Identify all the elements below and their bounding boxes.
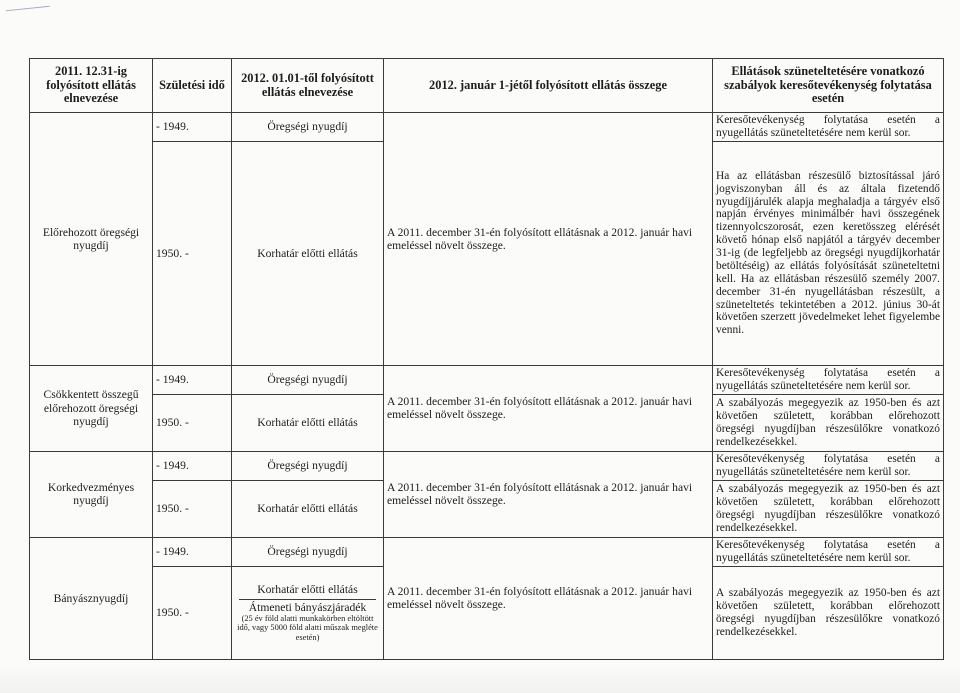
benefit-name: Korkedvezményes nyugdíj: [30, 451, 153, 537]
miner-annuity-title: Átmeneti bányászjáradék: [248, 600, 367, 614]
header-birth-year: Születési idő: [153, 59, 232, 113]
header-amount: 2012. január 1-jétől folyósított ellátás összege: [384, 59, 713, 113]
birth-year-from-1950: 1950. -: [153, 566, 232, 659]
new-benefit-name: Korhatár előtti ellátás: [232, 480, 384, 537]
amount-text: A 2011. december 31-én folyósított ellátásnak a 2012. január havi emeléssel növelt összege.: [384, 113, 713, 366]
table-row: [30, 537, 944, 566]
benefit-name: Előrehozott öregségi nyugdíj: [30, 113, 153, 366]
table-row: [30, 365, 944, 394]
suspension-rule: A szabályozás megegyezik az 1950-ben és azt követően született, korábban előrehozott öregségi nyugdíjban részesülőkre vonatkozó rendelkezésekkel.: [713, 566, 944, 659]
new-benefit-name: Öregségi nyugdíj: [232, 365, 384, 394]
suspension-rule: A szabályozás megegyezik az 1950-ben és azt követően született, korábban előrehozott öregségi nyugdíjban részesülőkre vonatkozó rendelkezésekkel.: [713, 395, 944, 452]
birth-year-until-1949: - 1949.: [153, 537, 232, 566]
miner-annuity-note: (25 év föld alatti munkakörben eltöltött idő, vagy 5000 föld alatti műszak megléte esetén): [237, 614, 378, 642]
scan-pen-mark: [6, 6, 50, 16]
pension-table: [29, 58, 944, 660]
birth-year-from-1950: 1950. -: [153, 395, 232, 452]
scan-bottom-margin: [0, 664, 960, 693]
header-suspension-rules: Ellátások szüneteltetésére vonatkozó szabályok keresőtevékenység folytatása esetén: [713, 59, 944, 113]
benefit-name: Csökkentett összegű előrehozott öregségi nyugdíj: [30, 365, 153, 451]
header-row: [30, 59, 944, 113]
amount-text: A 2011. december 31-én folyósított ellátásnak a 2012. január havi emeléssel növelt összege.: [384, 451, 713, 537]
new-benefit-name: Korhatár előtti ellátás: [232, 142, 384, 366]
birth-year-until-1949: - 1949.: [153, 451, 232, 480]
suspension-rule: [713, 142, 944, 366]
suspension-rule: A szabályozás megegyezik az 1950-ben és azt követően született, korábban előrehozott öregségi nyugdíjban részesülőkre vonatkozó rendelkezésekkel.: [713, 480, 944, 537]
new-benefit-name: Öregségi nyugdíj: [232, 113, 384, 142]
new-benefit-name: Öregségi nyugdíj: [232, 537, 384, 566]
suspension-rule: Keresőtevékenység folytatása esetén a nyugellátás szüneteltetésére nem kerül sor.: [713, 113, 944, 142]
new-benefit-name: Öregségi nyugdíj: [232, 451, 384, 480]
birth-year-until-1949: - 1949.: [153, 113, 232, 142]
suspension-rule-main: Ha az ellátásban részesülő biztosítással járó jogviszonyban áll és az általa fizetendő nyugdíjjárulék alapja meghaladja a tárgyév első napján érvényes minimálbér havi összegének tizennyolcszorosát, ezen keretösszeg elérését követő hónap első napjától a tárgyév december 31-ig (de legfeljebb az öregségi nyugdíjkorhatár betöltéséig) az ellátás folyósítását szüneteltetni kell.: [716, 169, 940, 285]
header-benefit-until-2011: 2011. 12.31-ig folyósított ellátás elnevezése: [30, 59, 153, 113]
new-benefit-name: [232, 566, 384, 659]
new-benefit-name: Korhatár előtti ellátás: [232, 395, 384, 452]
birth-year-from-1950: 1950. -: [153, 480, 232, 537]
suspension-rule: Keresőtevékenység folytatása esetén a nyugellátás szüneteltetésére nem kerül sor.: [713, 451, 944, 480]
table-row: [30, 113, 944, 142]
amount-text: A 2011. december 31-én folyósított ellátásnak a 2012. január havi emeléssel növelt összege.: [384, 537, 713, 659]
benefit-name: Bányásznyugdíj: [30, 537, 153, 659]
header-benefit-from-2012: 2012. 01.01-től folyósított ellátás elnevezése: [232, 59, 384, 113]
amount-text: A 2011. december 31-én folyósított ellátásnak a 2012. január havi emeléssel növelt összege.: [384, 365, 713, 451]
suspension-rule-extra: Ha az ellátásban részesülő személy 2007. december 31-én nyugellátásban részesült, a szüneteltetés tekintetében a 2012. június 30-át követően szerzett jövedelmeket lehet figyelembe venni.: [716, 272, 940, 337]
divider: [239, 599, 376, 600]
table-row: [30, 451, 944, 480]
suspension-rule: Keresőtevékenység folytatása esetén a nyugellátás szüneteltetésére nem kerül sor.: [713, 537, 944, 566]
birth-year-until-1949: - 1949.: [153, 365, 232, 394]
suspension-rule: Keresőtevékenység folytatása esetén a nyugellátás szüneteltetésére nem kerül sor.: [713, 365, 944, 394]
birth-year-from-1950: 1950. -: [153, 142, 232, 366]
korhatar-label: Korhatár előtti ellátás: [257, 583, 358, 597]
